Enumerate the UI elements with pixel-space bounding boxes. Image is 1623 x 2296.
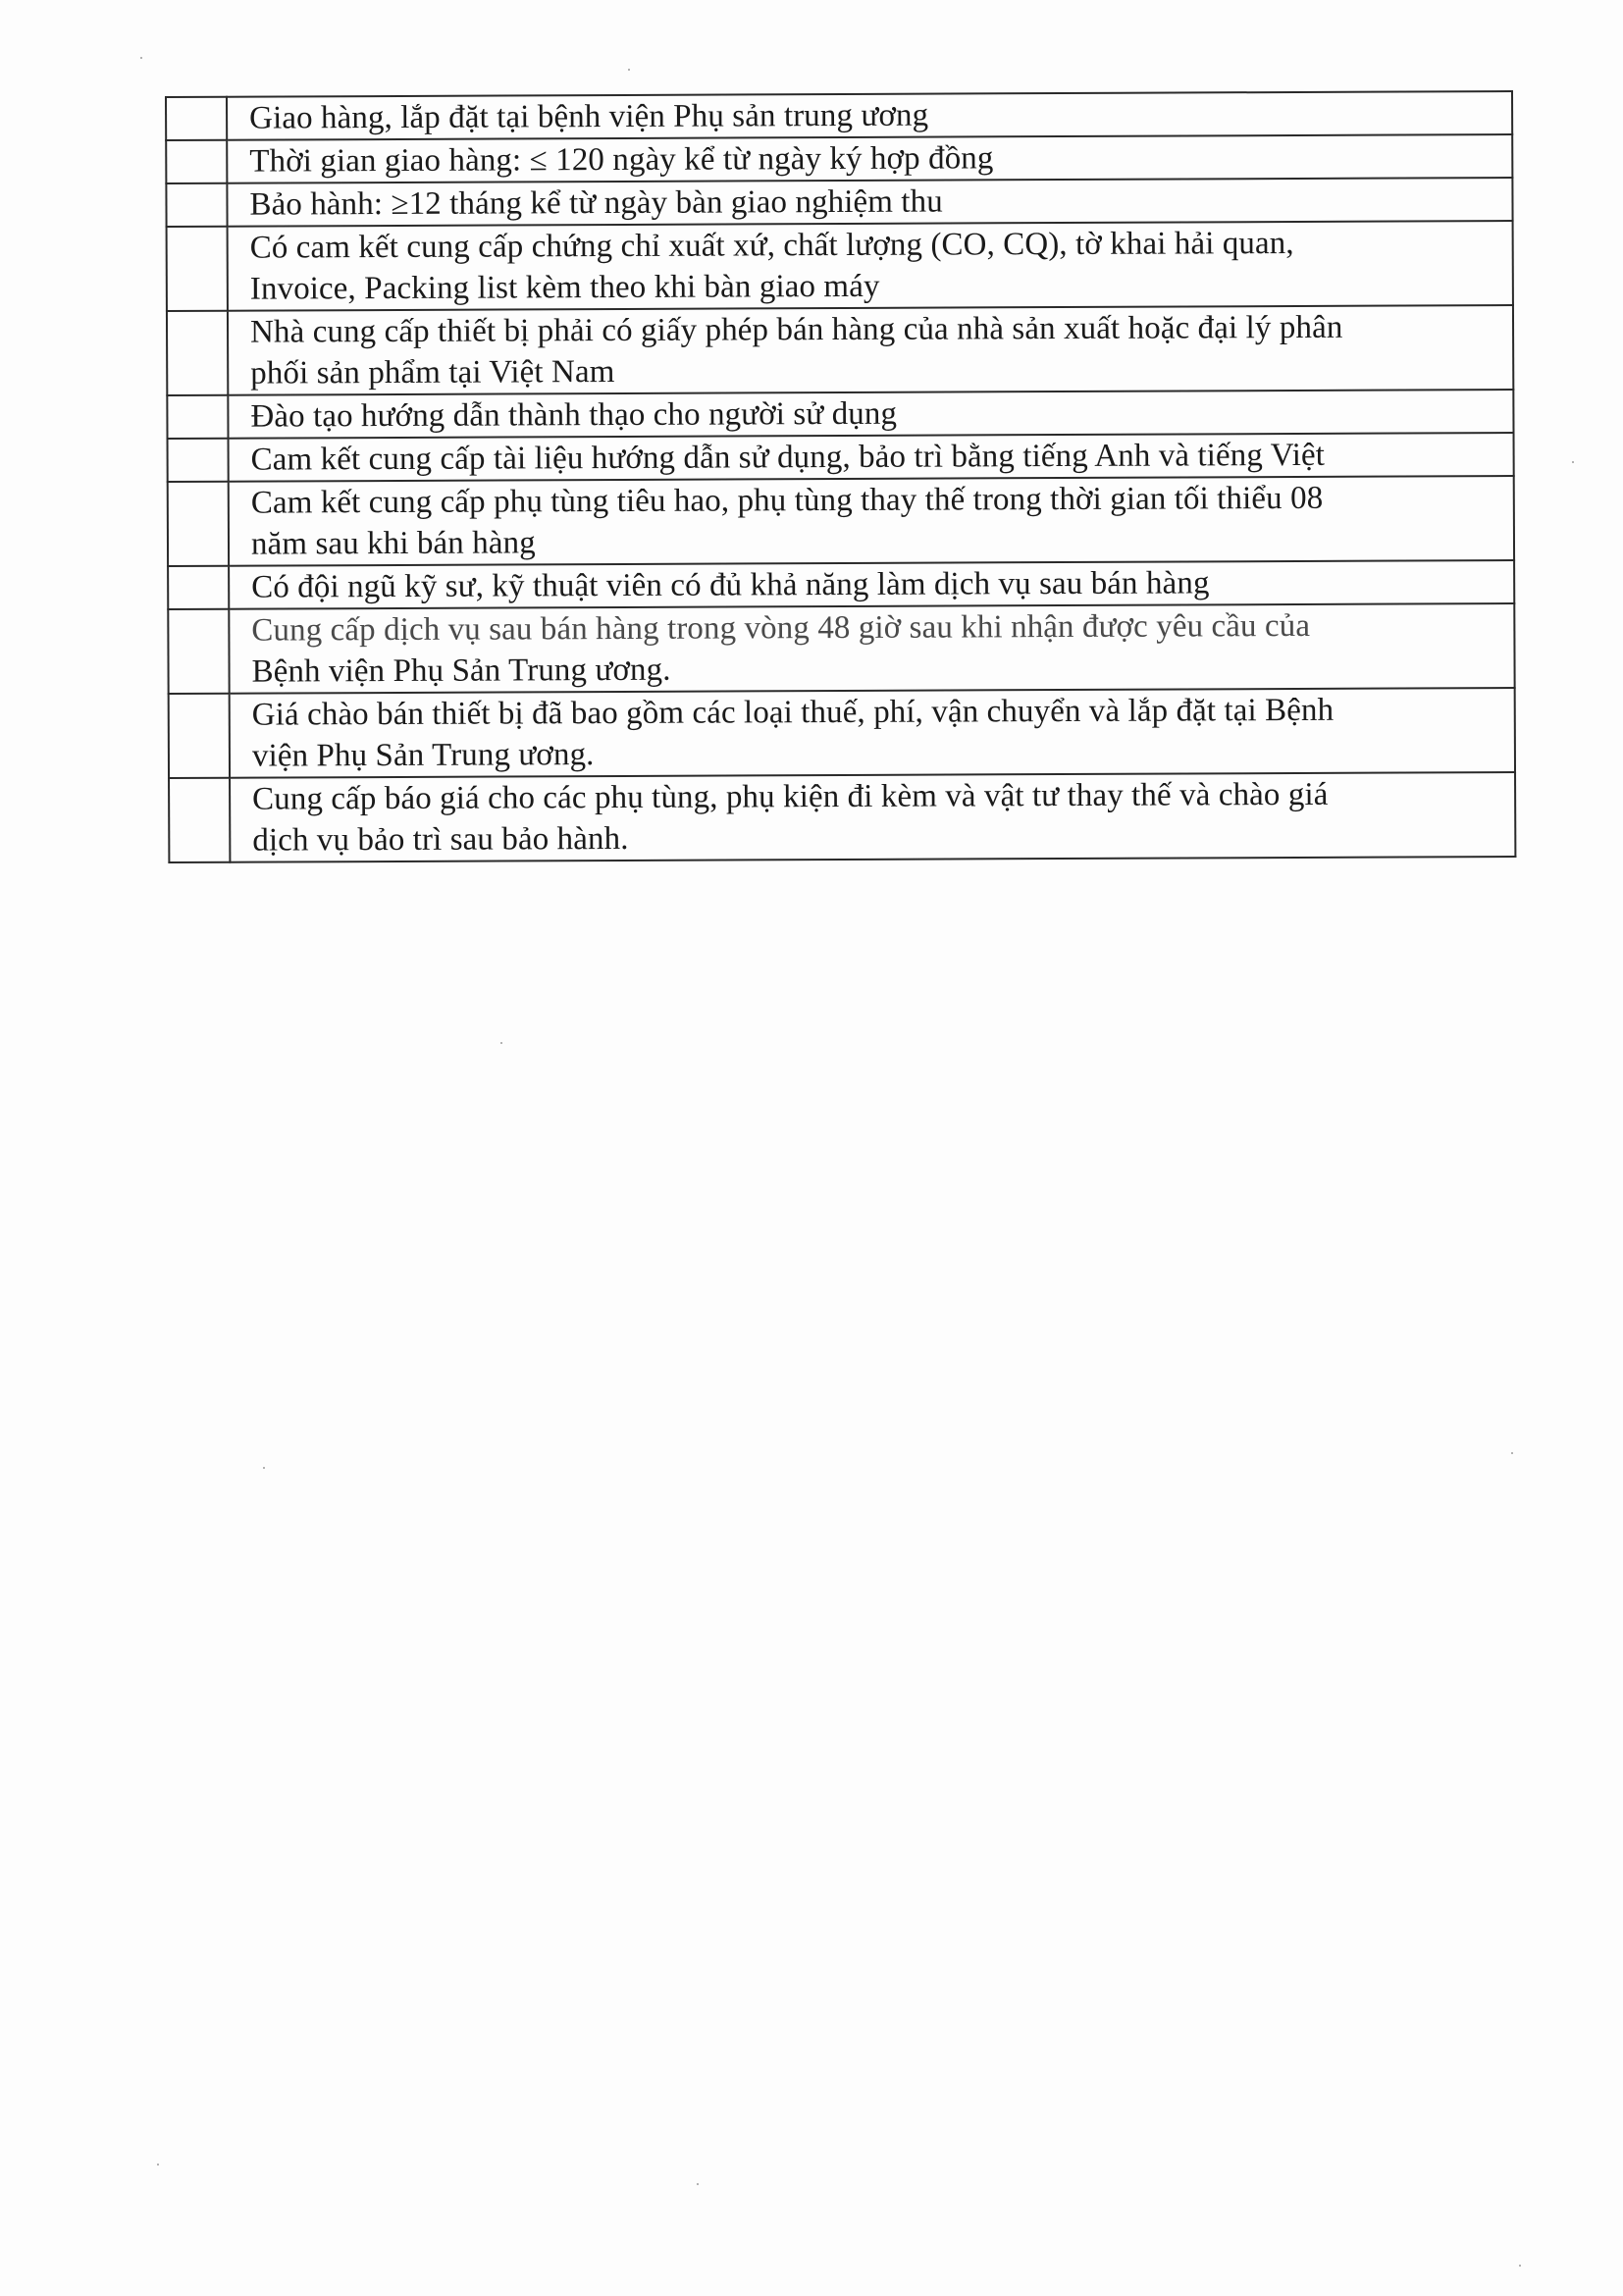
table-row <box>166 134 1512 183</box>
scan-speck <box>140 57 142 59</box>
row-number-cell <box>166 140 227 183</box>
requirement-text-cell <box>230 688 1515 778</box>
table-row <box>169 688 1515 778</box>
table-row <box>168 476 1514 566</box>
requirement-line: Bảo hành: ≥12 tháng kể từ ngày bàn giao nghiệm thu <box>249 183 943 223</box>
requirement-line: viện Phụ Sản Trung ương. <box>251 737 595 774</box>
requirements-table <box>165 90 1516 863</box>
requirement-line: năm sau khi bán hàng <box>250 525 536 562</box>
requirement-text-cell <box>227 178 1512 227</box>
requirement-text-cell <box>228 305 1513 395</box>
row-number-cell <box>168 439 229 482</box>
requirement-line: Cung cấp dịch vụ sau bán hàng trong vòng 48 giờ sau khi nhận được yêu cầu của <box>251 607 1311 649</box>
row-number-cell <box>169 778 230 862</box>
scan-speck <box>263 1467 265 1469</box>
requirement-line: Invoice, Packing list kèm theo khi bàn giao máy <box>249 268 880 307</box>
row-number-cell <box>168 609 229 694</box>
requirement-line: Bệnh viện Phụ Sản Trung ương. <box>251 652 671 690</box>
requirement-text-cell <box>227 134 1512 183</box>
requirement-line: dịch vụ bảo trì sau bảo hành. <box>252 820 629 859</box>
requirement-line: Cam kết cung cấp phụ tùng tiêu hao, phụ tùng thay thế trong thời gian tối thiểu 08 <box>250 480 1324 521</box>
scan-speck <box>1519 2265 1521 2267</box>
requirement-line: Giá chào bán thiết bị đã bao gồm các loại thuế, phí, vận chuyển và lắp đặt tại Bệnh <box>251 692 1335 733</box>
scan-speck <box>697 2183 699 2185</box>
row-number-cell <box>168 566 229 609</box>
requirement-line: Thời gian giao hàng: ≤ 120 ngày kể từ ngày ký hợp đồng <box>249 140 994 180</box>
requirement-text-cell <box>227 91 1512 140</box>
requirement-text-cell <box>229 560 1514 609</box>
scan-speck <box>1511 1452 1513 1454</box>
table-row <box>168 433 1514 482</box>
requirement-text-cell <box>228 221 1513 311</box>
scan-speck <box>628 69 630 71</box>
table-row <box>168 560 1514 609</box>
row-number-cell <box>166 97 227 140</box>
row-number-cell <box>166 183 227 227</box>
requirement-line: Có đội ngũ kỹ sư, kỹ thuật viên có đủ khả năng làm dịch vụ sau bán hàng <box>251 565 1210 605</box>
row-number-cell <box>167 227 228 311</box>
requirement-line: Có cam kết cung cấp chứng chỉ xuất xứ, chất lượng (CO, CQ), tờ khai hải quan, <box>249 225 1294 266</box>
table-row <box>169 772 1515 862</box>
scan-speck <box>1572 461 1574 463</box>
requirement-text-cell <box>229 603 1514 694</box>
requirement-text-cell <box>230 772 1515 862</box>
requirement-line: phối sản phẩm tại Việt Nam <box>250 354 615 391</box>
table-row <box>167 305 1513 395</box>
requirements-table-body <box>166 91 1515 862</box>
table-row <box>168 603 1514 694</box>
table-row <box>166 91 1512 140</box>
requirement-text-cell <box>229 433 1514 482</box>
requirement-line: Đào tạo hướng dẫn thành thạo cho người sử dụng <box>250 395 898 435</box>
scan-speck <box>500 1042 502 1044</box>
table-row <box>166 178 1512 227</box>
requirement-text-cell <box>228 390 1513 439</box>
row-number-cell <box>168 482 229 566</box>
requirement-line: Cam kết cung cấp tài liệu hướng dẫn sử dụng, bảo trì bằng tiếng Anh và tiếng Việt <box>250 437 1326 478</box>
requirement-text-cell <box>229 476 1514 566</box>
row-number-cell <box>167 395 228 439</box>
row-number-cell <box>167 311 228 395</box>
requirement-line: Cung cấp báo giá cho các phụ tùng, phụ kiện đi kèm và vật tư thay thế và chào giá <box>252 776 1329 817</box>
table-row <box>167 390 1513 439</box>
table-row <box>167 221 1513 311</box>
requirement-line: Nhà cung cấp thiết bị phải có giấy phép bán hàng của nhà sản xuất hoặc đại lý phân <box>249 309 1343 350</box>
requirement-line: Giao hàng, lắp đặt tại bệnh viện Phụ sản trung ương <box>249 97 929 136</box>
scan-speck <box>157 2164 159 2166</box>
row-number-cell <box>169 694 230 778</box>
